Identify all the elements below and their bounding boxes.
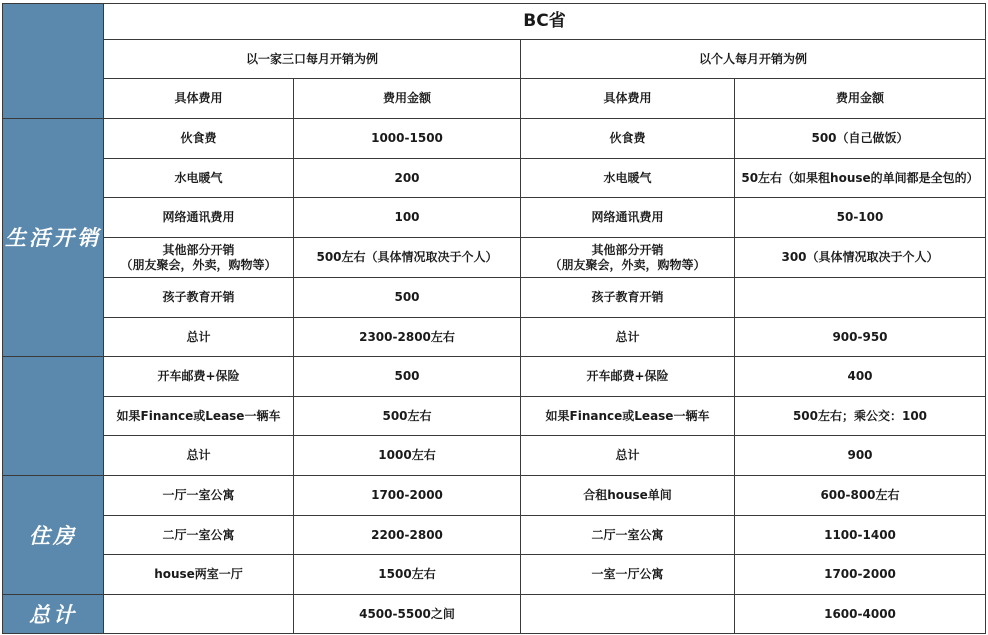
table-row xyxy=(3,436,986,476)
table-row xyxy=(3,357,986,397)
table-title: BC省 xyxy=(104,4,986,40)
family-item: 总计 xyxy=(104,436,294,476)
table-row xyxy=(3,238,986,278)
table-row xyxy=(3,397,986,436)
table-row xyxy=(3,555,986,595)
family-item: 一厅一室公寓 xyxy=(104,476,294,516)
single-header: 以个人每月开销为例 xyxy=(521,40,986,79)
single-total-item xyxy=(521,595,735,634)
family-amount: 500 xyxy=(294,278,521,318)
single-item: 开车邮费+保险 xyxy=(521,357,735,397)
table-row xyxy=(3,119,986,159)
family-item: 网络通讯费用 xyxy=(104,198,294,238)
column-header-row xyxy=(3,79,986,119)
table-row xyxy=(3,159,986,198)
single-item: 孩子教育开销 xyxy=(521,278,735,318)
single-item: 水电暖气 xyxy=(521,159,735,198)
single-total-amount: 1600-4000 xyxy=(735,595,986,634)
single-item: 其他部分开销 xyxy=(591,242,664,257)
single-item-note: （朋友聚会，外卖，购物等） xyxy=(549,257,706,272)
single-item: 伙食费 xyxy=(521,119,735,159)
family-item: 二厅一室公寓 xyxy=(104,516,294,555)
single-item: 如果Finance或Lease一辆车 xyxy=(521,397,735,436)
family-item-note: （朋友聚会，外卖，购物等） xyxy=(120,257,277,272)
family-item: 总计 xyxy=(104,318,294,357)
single-item: 总计 xyxy=(521,318,735,357)
single-amount: 1100-1400 xyxy=(735,516,986,555)
single-amount: 1700-2000 xyxy=(735,555,986,595)
scenario-header-row xyxy=(3,40,986,79)
single-item: 总计 xyxy=(521,436,735,476)
section-housing: 住房 xyxy=(3,476,104,595)
table-row xyxy=(3,516,986,555)
family-item: 水电暖气 xyxy=(104,159,294,198)
table-row xyxy=(3,476,986,516)
family-item-multiline xyxy=(104,238,294,278)
family-amount: 500 xyxy=(294,357,521,397)
family-amount: 1500左右 xyxy=(294,555,521,595)
single-col-item: 具体费用 xyxy=(521,79,735,119)
single-amount: 50-100 xyxy=(735,198,986,238)
single-item: 二厅一室公寓 xyxy=(521,516,735,555)
single-amount: 500左右；乘公交：100 xyxy=(735,397,986,436)
section-living: 生活开销 xyxy=(3,119,104,357)
family-amount: 1000左右 xyxy=(294,436,521,476)
section-transport xyxy=(3,357,104,476)
single-item: 网络通讯费用 xyxy=(521,198,735,238)
corner-cell xyxy=(3,4,104,119)
family-total-amount: 4500-5500之间 xyxy=(294,595,521,634)
family-header: 以一家三口每月开销为例 xyxy=(104,40,521,79)
single-item-multiline xyxy=(521,238,735,278)
single-col-amount: 费用金额 xyxy=(735,79,986,119)
table-row xyxy=(3,318,986,357)
single-amount xyxy=(735,278,986,318)
single-amount: 900-950 xyxy=(735,318,986,357)
family-amount: 2200-2800 xyxy=(294,516,521,555)
table-row xyxy=(3,198,986,238)
grand-total-row xyxy=(3,595,986,634)
single-amount: 300（具体情况取决于个人） xyxy=(735,238,986,278)
family-item: 开车邮费+保险 xyxy=(104,357,294,397)
section-total: 总计 xyxy=(3,595,104,634)
single-amount: 400 xyxy=(735,357,986,397)
family-amount: 500左右（具体情况取决于个人） xyxy=(294,238,521,278)
single-amount: 500（自己做饭） xyxy=(735,119,986,159)
family-amount: 100 xyxy=(294,198,521,238)
family-item: 孩子教育开销 xyxy=(104,278,294,318)
title-row xyxy=(3,4,986,40)
single-item: 合租house单间 xyxy=(521,476,735,516)
family-total-item xyxy=(104,595,294,634)
table-row xyxy=(3,278,986,318)
single-item: 一室一厅公寓 xyxy=(521,555,735,595)
family-amount: 1000-1500 xyxy=(294,119,521,159)
family-col-item: 具体费用 xyxy=(104,79,294,119)
family-item: 伙食费 xyxy=(104,119,294,159)
family-item: 其他部分开销 xyxy=(162,242,235,257)
family-amount: 2300-2800左右 xyxy=(294,318,521,357)
single-amount: 900 xyxy=(735,436,986,476)
family-item: 如果Finance或Lease一辆车 xyxy=(104,397,294,436)
family-amount: 200 xyxy=(294,159,521,198)
family-col-amount: 费用金额 xyxy=(294,79,521,119)
single-amount: 50左右（如果租house的单间都是全包的） xyxy=(735,159,986,198)
family-amount: 1700-2000 xyxy=(294,476,521,516)
family-amount: 500左右 xyxy=(294,397,521,436)
family-item: house两室一厅 xyxy=(104,555,294,595)
cost-table xyxy=(2,3,986,634)
single-amount: 600-800左右 xyxy=(735,476,986,516)
